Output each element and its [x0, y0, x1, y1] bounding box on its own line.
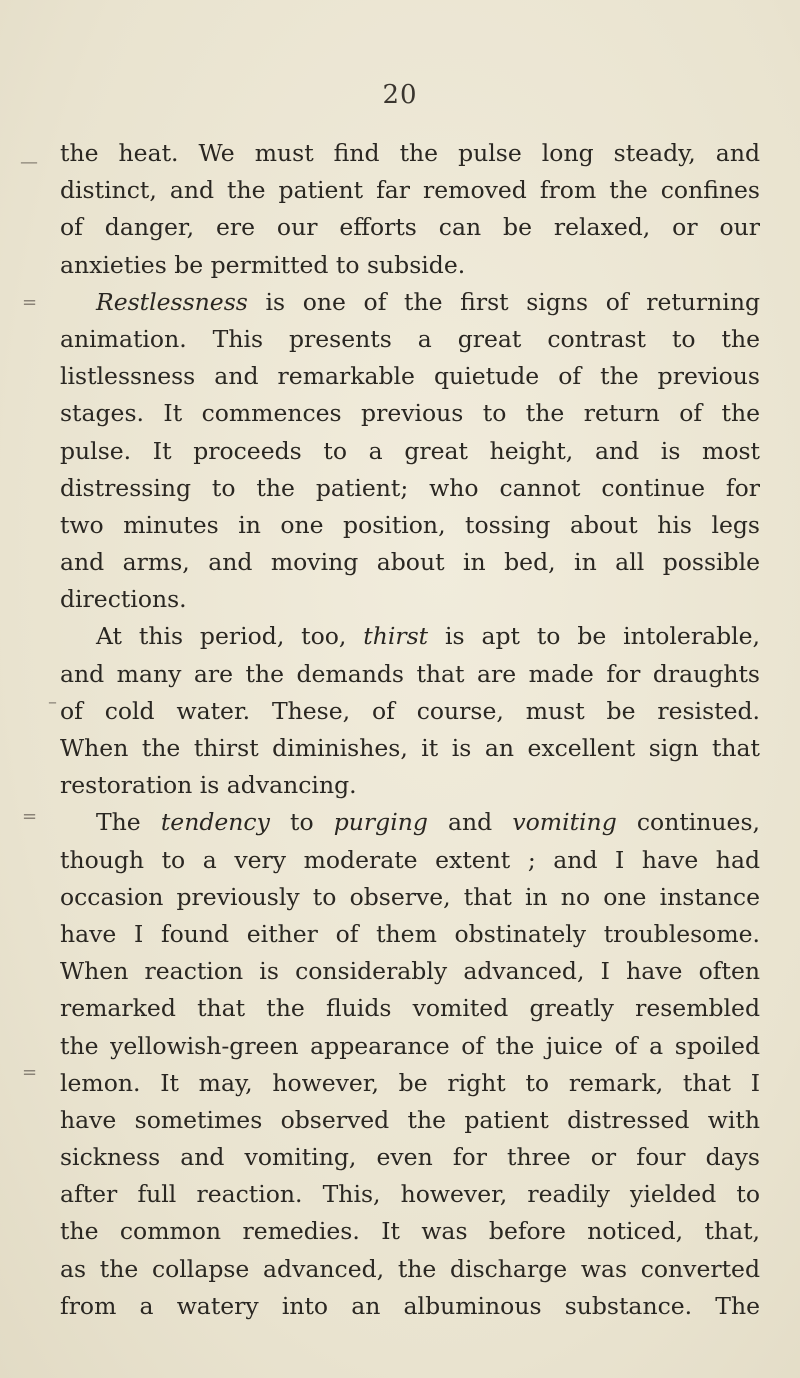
text-line: have sometimes observed the patient distressed with	[60, 1105, 760, 1134]
text-line: and arms, and moving about in bed, in all possible	[60, 548, 760, 577]
text-line: sickness and vomiting, even for three or four days	[60, 1143, 760, 1172]
text-line: The tendency to purging and vomiting continues,	[96, 808, 760, 837]
text-line: two minutes in one position, tossing about his legs	[60, 510, 760, 539]
italic-term: tendency	[160, 808, 270, 837]
text-line: of danger, ere our efforts can be relaxed, or our	[60, 213, 760, 242]
text-line: At this period, too, thirst is apt to be intolerable,	[96, 622, 760, 651]
margin-mark: —	[20, 152, 38, 173]
italic-term: purging	[333, 808, 428, 837]
italic-term: vomiting	[512, 808, 617, 837]
text-line: When the thirst diminishes, it is an excellent sign that	[60, 734, 760, 762]
text-line: lemon. It may, however, be right to remark, that I	[60, 1068, 760, 1097]
margin-mark: =	[22, 292, 38, 313]
text-line: distinct, and the patient far removed from the confines	[60, 176, 760, 205]
page-number: 20	[382, 80, 418, 110]
text-line: after full reaction. This, however, readily yielded to	[60, 1180, 760, 1209]
text-line: occasion previously to observe, that in no one instance	[60, 882, 760, 911]
text-line: directions.	[60, 585, 187, 614]
text-line: from a watery into an albuminous substance. The	[60, 1291, 760, 1320]
text-line: remarked that the fluids vomited greatly resembled	[60, 994, 760, 1023]
italic-term: thirst	[363, 622, 429, 651]
margin-mark: –	[48, 692, 57, 713]
text-line: of cold water. These, of course, must be resisted.	[60, 696, 760, 725]
text-line: the common remedies. It was before noticed, that,	[60, 1217, 760, 1246]
text-line: the yellowish-green appearance of the juice of a spoiled	[60, 1031, 760, 1060]
margin-mark: =	[22, 1062, 38, 1083]
italic-term: Restlessness	[96, 287, 248, 316]
text-line: listlessness and remarkable quietude of the previous	[60, 362, 760, 391]
text-line: though to a very moderate extent ; and I have had	[60, 845, 760, 874]
text-line: the heat. We must find the pulse long steady, and	[60, 139, 760, 167]
margin-mark: =	[22, 806, 38, 827]
text-line: Restlessness is one of the first signs of returning	[96, 287, 760, 316]
text-line: restoration is advancing.	[60, 771, 357, 800]
text-line: distressing to the patient; who cannot continue for	[60, 473, 760, 502]
text-line: animation. This presents a great contrast to the	[60, 324, 760, 353]
text-line: pulse. It proceeds to a great height, and is most	[60, 436, 760, 465]
text-line: stages. It commences previous to the return of the	[60, 399, 760, 428]
text-line: and many are the demands that are made for draughts	[60, 659, 760, 688]
body-text	[60, 135, 760, 1325]
text-line: anxieties be permitted to subside.	[60, 250, 466, 279]
text-line: have I found either of them obstinately troublesome.	[60, 919, 760, 948]
text-line: as the collapse advanced, the discharge was converted	[60, 1254, 760, 1283]
text-line: When reaction is considerably advanced, I have often	[60, 957, 760, 986]
